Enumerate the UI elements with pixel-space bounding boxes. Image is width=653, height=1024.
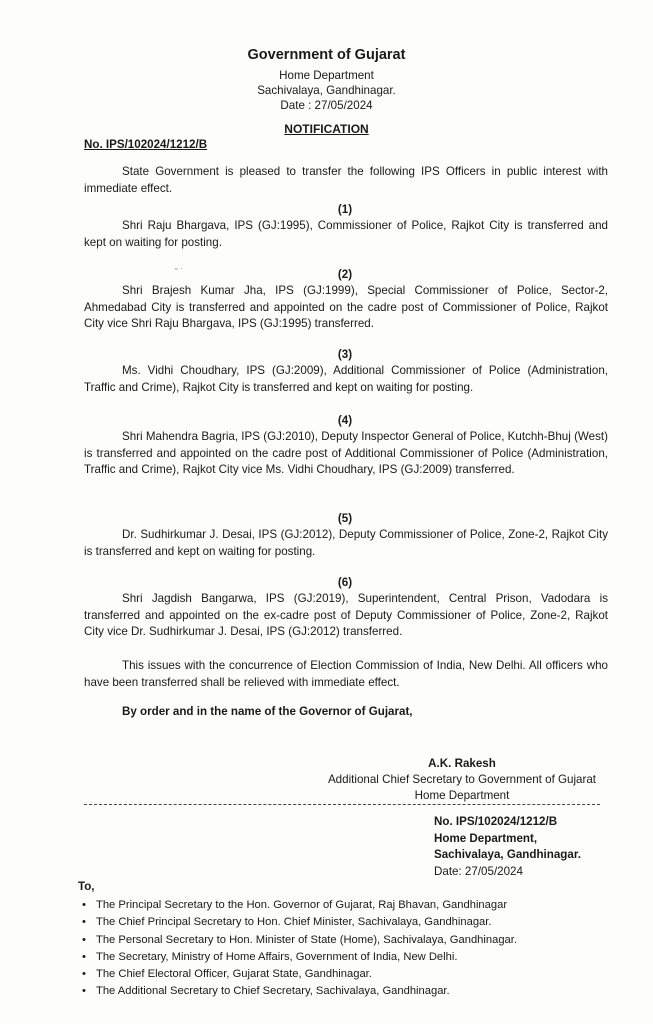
intro-paragraph [84,164,608,197]
item-paragraph [84,591,608,641]
copy-place: Sachivalaya, Gandhinagar. [434,848,581,861]
list-item: • The Personal Secretary to Hon. Minister of State (Home), Sachivalaya, Gandhinagar. [82,932,517,949]
item-text: Shri Mahendra Bagria, IPS (GJ:2010), Deputy Inspector General of Police, Kutchh-Bhuj (West) is transferred and appointed on the cadre post of Additional Commissioner of Police (Administration, Traffic and Crime), Rajkot City vice Ms. Vidhi Choudhary, IPS (GJ:2009) transferred. [84,430,608,476]
item-number: (1) [337,203,353,216]
item-number: (4) [337,414,353,427]
item-text: Shri Raju Bhargava, IPS (GJ:1995), Commissioner of Police, Rajkot City is transferred and kept on waiting for posting. [84,219,608,249]
signatory-department: Home Department [414,789,510,802]
place-line: Sachivalaya, Gandhinagar. [257,84,396,97]
copy-ref-number: No. IPS/102024/1212/B [434,815,558,828]
item-text: Shri Brajesh Kumar Jha, IPS (GJ:1999), Special Commissioner of Police, Sector-2, Ahmedabad City is transferred and appointed on the cadre post of Commissioner of Police, Rajkot City vice Shri Raju Bhargava, IPS (GJ:1995) transferred. [84,284,608,330]
list-item: • The Principal Secretary to the Hon. Governor of Gujarat, Raj Bhavan, Gandhinagar [82,897,517,914]
item-paragraph [84,363,608,396]
date-line: Date : 27/05/2024 [280,99,373,112]
item-paragraph [84,527,608,560]
item-paragraph [84,429,608,479]
intro-text: State Government is pleased to transfer the following IPS Officers in public interest with immediate effect. [84,165,608,195]
item-paragraph [84,283,608,333]
order-line: By order and in the name of the Governor of Gujarat, [122,705,413,718]
government-title: Government of Gujarat [247,47,406,63]
signature-block [312,756,612,804]
list-item: • The Chief Electoral Officer, Gujarat State, Gandhinagar. [82,966,517,983]
list-item: • The Secretary, Ministry of Home Affairs, Government of India, New Delhi. [82,949,517,966]
item-text: Shri Jagdish Bangarwa, IPS (GJ:2019), Superintendent, Central Prison, Vadodara is transferred and appointed on the ex-cadre post of Deputy Commissioner of Police, Zone-2, Rajkot City vice Dr. Sudhirkumar J. Desai, IPS (GJ:2012) transferred. [84,592,608,638]
item-number: (6) [337,576,353,589]
item-number: (5) [337,512,353,525]
list-item: • The Chief Principal Secretary to Hon. Chief Minister, Sachivalaya, Gandhinagar. [82,914,517,931]
signatory-designation: Additional Chief Secretary to Government of Gujarat [327,773,597,786]
reference-number: No. IPS/102024/1212/B [84,138,208,151]
item-text: Dr. Sudhirkumar J. Desai, IPS (GJ:2012), Deputy Commissioner of Police, Zone-2, Rajkot City is transferred and kept on waiting for posting. [84,528,608,558]
copy-reference-block [434,814,581,880]
stray-mark: ˘ ˙ [175,267,184,277]
department-line: Home Department [279,69,374,82]
list-item: • The Additional Secretary to Chief Secretary, Sachivalaya, Gandhinagar. [82,983,517,1000]
to-label: To, [78,880,95,893]
distribution-list [82,897,517,1001]
item-number: (3) [337,348,353,361]
copy-date: Date: 27/05/2024 [434,864,523,878]
closing-paragraph [84,658,608,691]
closing-text: This issues with the concurrence of Election Commission of India, New Delhi. All officers who have been transferred shall be relieved with immediate effect. [84,659,608,689]
dashed-divider [84,804,600,805]
header-block [0,68,653,113]
copy-department: Home Department, [434,831,538,845]
item-number: (2) [337,268,353,281]
signatory-name: A.K. Rakesh [428,757,496,770]
item-paragraph [84,218,608,251]
item-text: Ms. Vidhi Choudhary, IPS (GJ:2009), Additional Commissioner of Police (Administration, Traffic and Crime), Rajkot City is transferred and kept on waiting for posting. [84,364,608,394]
notification-heading: NOTIFICATION [284,122,369,136]
